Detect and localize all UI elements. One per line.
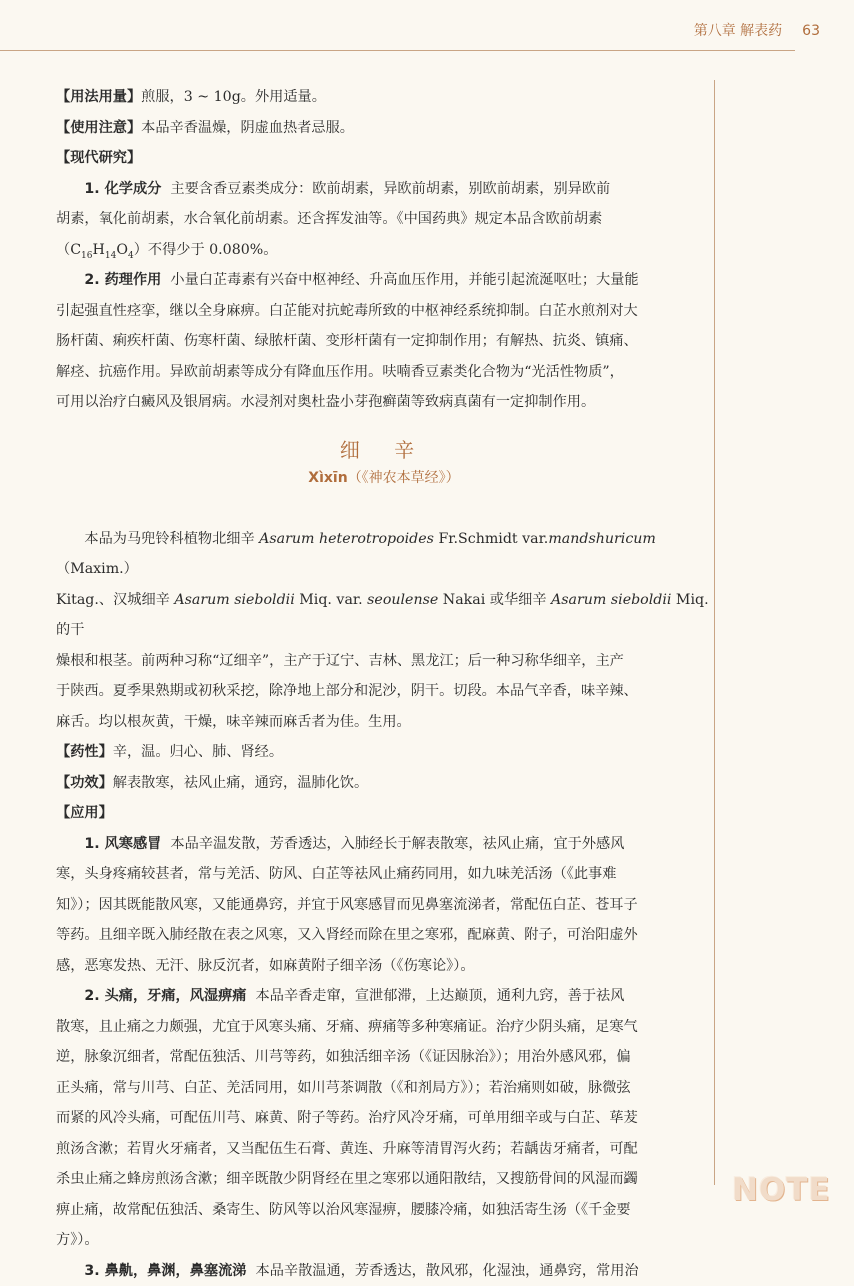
latin-name-3: Asarum sieboldii bbox=[174, 592, 294, 608]
latin-name-5: Asarum sieboldii bbox=[551, 592, 671, 608]
caution-text: 本品辛香温燥，阴虚血热者忌服。 bbox=[141, 120, 354, 136]
intro-line-4: 于陕西。夏季果熟期或初秋采挖，除净地上部分和泥沙，阴干。切段。本品气辛香，味辛辣、 bbox=[56, 676, 712, 707]
app2-text-1: 本品辛香走窜，宣泄郁滞，上达巅顶，通利九窍，善于祛风 bbox=[256, 988, 625, 1004]
page-number: 63 bbox=[802, 23, 820, 39]
app2-line-9: 方》）。 bbox=[56, 1225, 712, 1256]
chapter-title: 第八章 解表药 bbox=[694, 23, 782, 39]
header-rule bbox=[0, 50, 795, 51]
formula-sub-14: 14 bbox=[105, 250, 116, 260]
chem-label: 1. 化学成分 bbox=[84, 181, 161, 197]
app1-line-2: 寒，头身疼痛较甚者，常与羌活、防风、白芷等祛风止痛药同用，如九味羌活汤（《此事难 bbox=[56, 859, 712, 890]
chem-line-2: 胡素，氧化前胡素，水合氧化前胡素。还含挥发油等。《中国药典》规定本品含欧前胡素 bbox=[56, 204, 712, 235]
herb-heading bbox=[56, 434, 712, 490]
formula-close: ）不得少于 0.080%。 bbox=[134, 242, 278, 258]
intro-line-1 bbox=[56, 524, 712, 585]
intro-t4: Kitag.、汉城细辛 bbox=[56, 592, 174, 608]
note-label: NOTE bbox=[732, 1172, 831, 1208]
formula-sub-16: 16 bbox=[81, 250, 92, 260]
formula-sub-4: 4 bbox=[128, 250, 134, 260]
intro-line-3: 燥根和根茎。前两种习称“辽细辛”，主产于辽宁、吉林、黑龙江；后一种习称华细辛，主产 bbox=[56, 646, 712, 677]
intro-line-5: 麻舌。均以根灰黄，干燥，味辛辣而麻舌者为佳。生用。 bbox=[56, 707, 712, 738]
app1-line-4: 等药。且细辛既入肺经散在表之风寒，又入肾经而除在里之寒邪，配麻黄、附子，可治阳虚外 bbox=[56, 920, 712, 951]
nature-text: 辛，温。归心、肺、肾经。 bbox=[113, 744, 283, 760]
page-body bbox=[56, 82, 712, 1286]
nature-line bbox=[56, 737, 712, 768]
app2-line-6: 煎汤含漱；若胃火牙痛者，又当配伍生石膏、黄连、升麻等清胃泻火药；若龋齿牙痛者，可配 bbox=[56, 1134, 712, 1165]
pharm-line-4: 解痉、抗癌作用。异欧前胡素等成分有降血压作用。呋喃香豆素类化合物为“光活性物质”， bbox=[56, 357, 712, 388]
usage-label: 【用法用量】 bbox=[56, 89, 141, 105]
app2-line-2: 散寒，且止痛之力颇强，尤宜于风寒头痛、牙痛、痹痛等多种寒痛证。治疗少阴头痛，足寒气 bbox=[56, 1012, 712, 1043]
pharm-line-3: 肠杆菌、痢疾杆菌、伤寒杆菌、绿脓杆菌、变形杆菌有一定抑制作用；有解热、抗炎、镇痛、 bbox=[56, 326, 712, 357]
latin-name-4: seoulense bbox=[367, 592, 438, 608]
formula-open: （C bbox=[56, 242, 81, 258]
herb-pinyin-line bbox=[56, 466, 712, 490]
modern-line bbox=[56, 143, 712, 174]
pharm-line-5: 可用以治疗白癜风及银屑病。水浸剂对奥杜盎小芽孢癣菌等致病真菌有一定抑制作用。 bbox=[56, 387, 712, 418]
formula-h: H bbox=[93, 242, 105, 258]
application-line bbox=[56, 798, 712, 829]
app1-text-1: 本品辛温发散，芳香透达，入肺经长于解表散寒，祛风止痛，宜于外感风 bbox=[170, 836, 624, 852]
app3-line-1 bbox=[56, 1256, 712, 1286]
pharm-line-2: 引起强直性痉挛，继以全身麻痹。白芷能对抗蛇毒所致的中枢神经系统抑制。白芷水煎剂对大 bbox=[56, 296, 712, 327]
latin-name-2: mandshuricum bbox=[548, 531, 656, 547]
application-label: 【应用】 bbox=[56, 805, 113, 821]
app2-line-7: 杀虫止痛之蜂房煎汤含漱；细辛既散少阴肾经在里之寒邪以通阳散结，又搜筋骨间的风湿而蠲 bbox=[56, 1164, 712, 1195]
pharm-label: 2. 药理作用 bbox=[84, 272, 161, 288]
app1-line-3: 知》）；因其既能散风寒，又能通鼻窍，并宜于风寒感冒而见鼻塞流涕者，常配伍白芷、苍耳子 bbox=[56, 890, 712, 921]
app2-label: 2. 头痛，牙痛，风湿痹痛 bbox=[84, 988, 246, 1004]
app2-line-1 bbox=[56, 981, 712, 1012]
formula-o: O bbox=[116, 242, 128, 258]
latin-name-1: Asarum heterotropoides bbox=[259, 531, 434, 547]
effect-line bbox=[56, 768, 712, 799]
app3-label: 3. 鼻鼽，鼻渊，鼻塞流涕 bbox=[84, 1263, 246, 1279]
usage-line bbox=[56, 82, 712, 113]
herb-pinyin: Xìxīn bbox=[308, 470, 347, 486]
app1-label: 1. 风寒感冒 bbox=[84, 836, 161, 852]
app2-line-8: 痹止痛，故常配伍独活、桑寄生、防风等以治风寒湿痹，腰膝冷痛，如独活寄生汤（《千金要 bbox=[56, 1195, 712, 1226]
intro-t6: Nakai 或华细辛 bbox=[438, 592, 551, 608]
effect-text: 解表散寒，祛风止痛，通窍，温肺化饮。 bbox=[113, 775, 368, 791]
intro-t3: （Maxim.） bbox=[56, 561, 138, 577]
intro-t2: Fr.Schmidt var. bbox=[434, 531, 548, 547]
herb-source: （《神农本草经》） bbox=[348, 470, 460, 486]
app2-line-3: 逆，脉象沉细者，常配伍独活、川芎等药，如独活细辛汤（《证因脉治》）；用治外感风邪，偏 bbox=[56, 1042, 712, 1073]
intro-line-2 bbox=[56, 585, 712, 646]
usage-text: 煎服，3 ~ 10g。外用适量。 bbox=[141, 89, 326, 105]
pharm-text-1: 小量白芷毒素有兴奋中枢神经、升高血压作用，并能引起流涎呕吐；大量能 bbox=[170, 272, 638, 288]
caution-label: 【使用注意】 bbox=[56, 120, 141, 136]
margin-rule bbox=[714, 80, 715, 1185]
intro-t1: 本品为马兜铃科植物北细辛 bbox=[84, 531, 259, 547]
intro-t5: Miq. var. bbox=[295, 592, 367, 608]
spacer bbox=[56, 490, 712, 524]
app2-line-4: 正头痛，常与川芎、白芷、羌活同用，如川芎茶调散（《和剂局方》）；若治痛则如破，脉微弦 bbox=[56, 1073, 712, 1104]
running-header bbox=[694, 20, 820, 40]
nature-label: 【药性】 bbox=[56, 744, 113, 760]
intro-t7: Miq. 的干 bbox=[56, 592, 709, 639]
caution-line bbox=[56, 113, 712, 144]
app2-line-5: 而紧的风冷头痛，可配伍川芎、麻黄、附子等药。治疗风冷牙痛，可单用细辛或与白芷、荜茇 bbox=[56, 1103, 712, 1134]
modern-label: 【现代研究】 bbox=[56, 150, 141, 166]
pharm-line-1 bbox=[56, 265, 712, 296]
app1-line-5: 感，恶寒发热、无汗、脉反沉者，如麻黄附子细辛汤（《伤寒论》）。 bbox=[56, 951, 712, 982]
app3-text-1: 本品辛散温通，芳香透达，散风邪，化湿浊，通鼻窍，常用治 bbox=[256, 1263, 639, 1279]
effect-label: 【功效】 bbox=[56, 775, 113, 791]
chem-text-1: 主要含香豆素类成分：欧前胡素，异欧前胡素，别欧前胡素，别异欧前 bbox=[170, 181, 610, 197]
app1-line-1 bbox=[56, 829, 712, 860]
chem-line-1 bbox=[56, 174, 712, 205]
herb-title: 细 辛 bbox=[56, 434, 712, 466]
chem-line-3 bbox=[56, 235, 712, 266]
